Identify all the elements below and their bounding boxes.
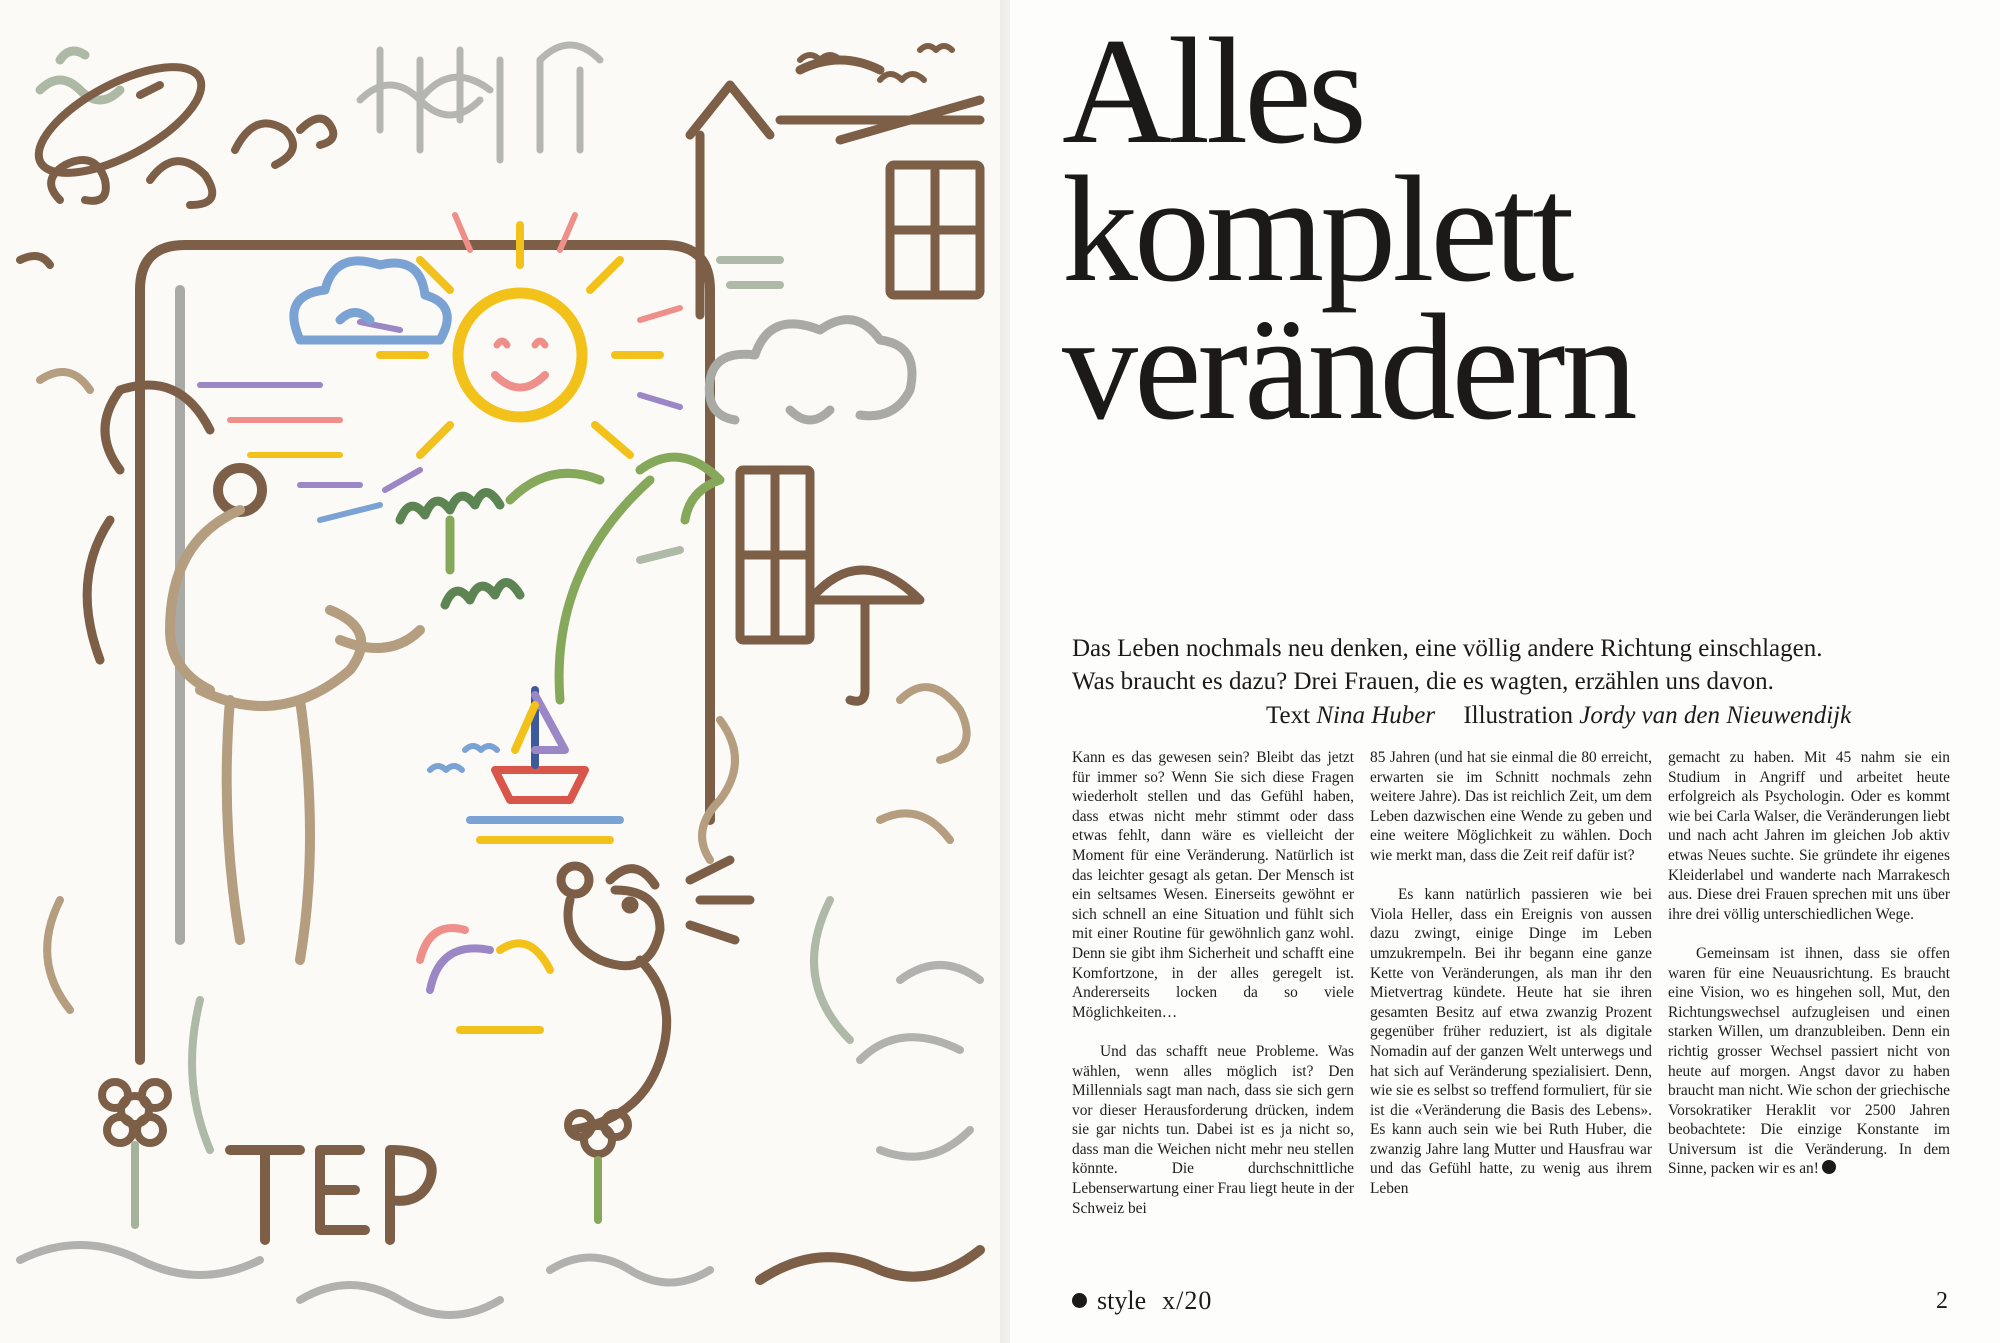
scribble-topleft-icon [40, 51, 120, 100]
lead-paragraph [1072, 632, 1952, 698]
seagulls-icon [430, 746, 497, 770]
issue-number: x/20 [1162, 1286, 1213, 1315]
cloud-gray-icon [709, 320, 912, 420]
rain-lines-icon [360, 45, 600, 160]
sun-icon [360, 215, 680, 490]
shell-icon [420, 928, 550, 1030]
illustrator-name: Jordy van den Nieuwendijk [1579, 702, 1852, 729]
text-label: Text [1266, 702, 1311, 729]
lead-line-1: Das Leben nochmals neu denken, eine völlig andere Richtung einschlagen. [1072, 635, 1823, 662]
cloud-icon [294, 261, 447, 340]
body-paragraph: Es kann natürlich passieren wie bei Viola Heller, dass ein Ereignis von aussen dazu zwingt, einige Dinge im Leben umzukrempeln. Bei ihr begann eine ganze Kette von Veränderungen, als man ihr den Mietvertrag kündete. Heute hat sie ihren gesamten Besitz auf etwa zwanzig Prozent gegenüber früher reduziert, ist als digitale Nomadin auf der ganzen Welt unterwegs und hat sich auf Veränderung spezialisiert. Denn, wie sie es selbst so treffend formuliert, für sie ist die «Veränderung die Basis des Lebens». Es kann auch sein wie bei Ruth Huber, die zwanzig Jahre lang Mutter und Hausfrau war und das Gefühl hatte, zu wenig aus ihrem Leben [1370, 886, 1652, 1198]
bullet-dot-icon [1072, 1293, 1087, 1308]
illustration-label: Illustration [1463, 702, 1574, 729]
author-name: Nina Huber [1316, 702, 1436, 729]
body-paragraph: 85 Jahren (und hat sie einmal die 80 erreicht, erwarten sie im Schnitt nochmals zehn weitere Jahre). Das ist reichlich Zeit, um dem Leben dazwischen eine Wende zu geben und eine weitere Möglichkeit zu wählen. Doch wie merkt man, dass die Zeit reif dafür ist? [1370, 749, 1652, 864]
woman-figure-icon [170, 468, 420, 960]
headline-line-3: verändern [1062, 283, 1634, 451]
body-paragraph: Kann es das gewesen sein? Bleibt das jetzt für immer so? Wenn Sie sich diese Fragen wiederholt stellen und das Gefühl haben, dass etwas nicht mehr stimmt oder dass etwas fehlt, dann wäre es vielleicht der Moment für eine Veränderung. Natürlich ist das leichter gesagt als getan. Der Mensch ist ein seltsames Wesen. Einerseits gewöhnt er sich schnell an eine Situation und fühlt sich mit einer Routine für gewöhnlich ganz wohl. Denn sie gibt ihm Sicherheit und schafft eine Komfortzone, in der alles geregelt ist. Andererseits locken da so viele Möglichkeiten… [1072, 749, 1354, 1021]
flower-icon [102, 1082, 628, 1225]
end-mark-icon [1822, 1160, 1836, 1174]
body-paragraph: gemacht zu haben. Mit 45 nahm sie ein Studium in Angriff und arbeitet heute erfolgreich als Psychologin. Oder es kommt wie bei Carla Walser, die Veränderungen liebt und nach acht Jahren im gleichen Job aktiv etwas Neues suchte. Sie gründete ihr eigenes Kleiderlabel und wanderte nach Marrakesch aus. Diese drei Frauen sprechen mit uns über ihre drei völlig unterschiedlichen Wege. [1668, 749, 1950, 923]
headline [1062, 7, 1634, 451]
lead-line-2: Was braucht es dazu? Drei Frauen, die es wagten, erzählen uns davon. [1072, 668, 1774, 695]
body-paragraph-last [1668, 944, 1950, 1179]
umbrella-icon [810, 570, 920, 701]
body-column-2 [1370, 748, 1652, 1199]
man-figure-icon [87, 385, 210, 660]
headline-line-2: komplett [1062, 145, 1571, 313]
body-column-1 [1072, 748, 1354, 1218]
page-number: 2 [1936, 1288, 1948, 1314]
palm-tree-icon [400, 457, 720, 700]
headline-line-1: Alles [1062, 7, 1363, 175]
rays-lines-icon [200, 385, 380, 520]
body-column-3 [1668, 748, 1950, 1179]
body-text: Gemeinsam ist ihnen, dass sie offen waren für eine Neuausrichtung. Es braucht eine Vision, wo es hingehen soll, Mut, den Richtungswechsel aufzugleisen und einen starken Willen, um dranzubleiben. Denn ein richtig grosser Wechsel passiert nicht von heute auf morgen. Angst davor zu haben braucht man nicht. Wie schon der griechische Vorsokratiker Heraklit vor 2500 Jahren beobachtete: Die einzige Konstante im Universum ist die Veränderung. In dem Sinne, packen wir es an! [1668, 944, 1950, 1178]
byline [1266, 699, 1956, 732]
sailboat-icon [470, 690, 620, 840]
doorway-frame-icon [140, 245, 710, 1060]
magazine-footer [1072, 1286, 1212, 1316]
magazine-name: style [1097, 1286, 1147, 1315]
dog-icon [561, 860, 750, 1130]
body-paragraph: Und das schafft neue Probleme. Was wählen, wenn alles möglich ist? Den Millennials sagt man nach, dass sie sich gern vor dieser Herausforderung drücken, indem sie gar nichts tun. Dabei ist es ja nicht so, dass man die Weichen nicht mehr neu stellen könnte. Die durchschnittliche Lebenserwartung einer Frau liegt heute in der Schweiz bei [1072, 1042, 1354, 1217]
